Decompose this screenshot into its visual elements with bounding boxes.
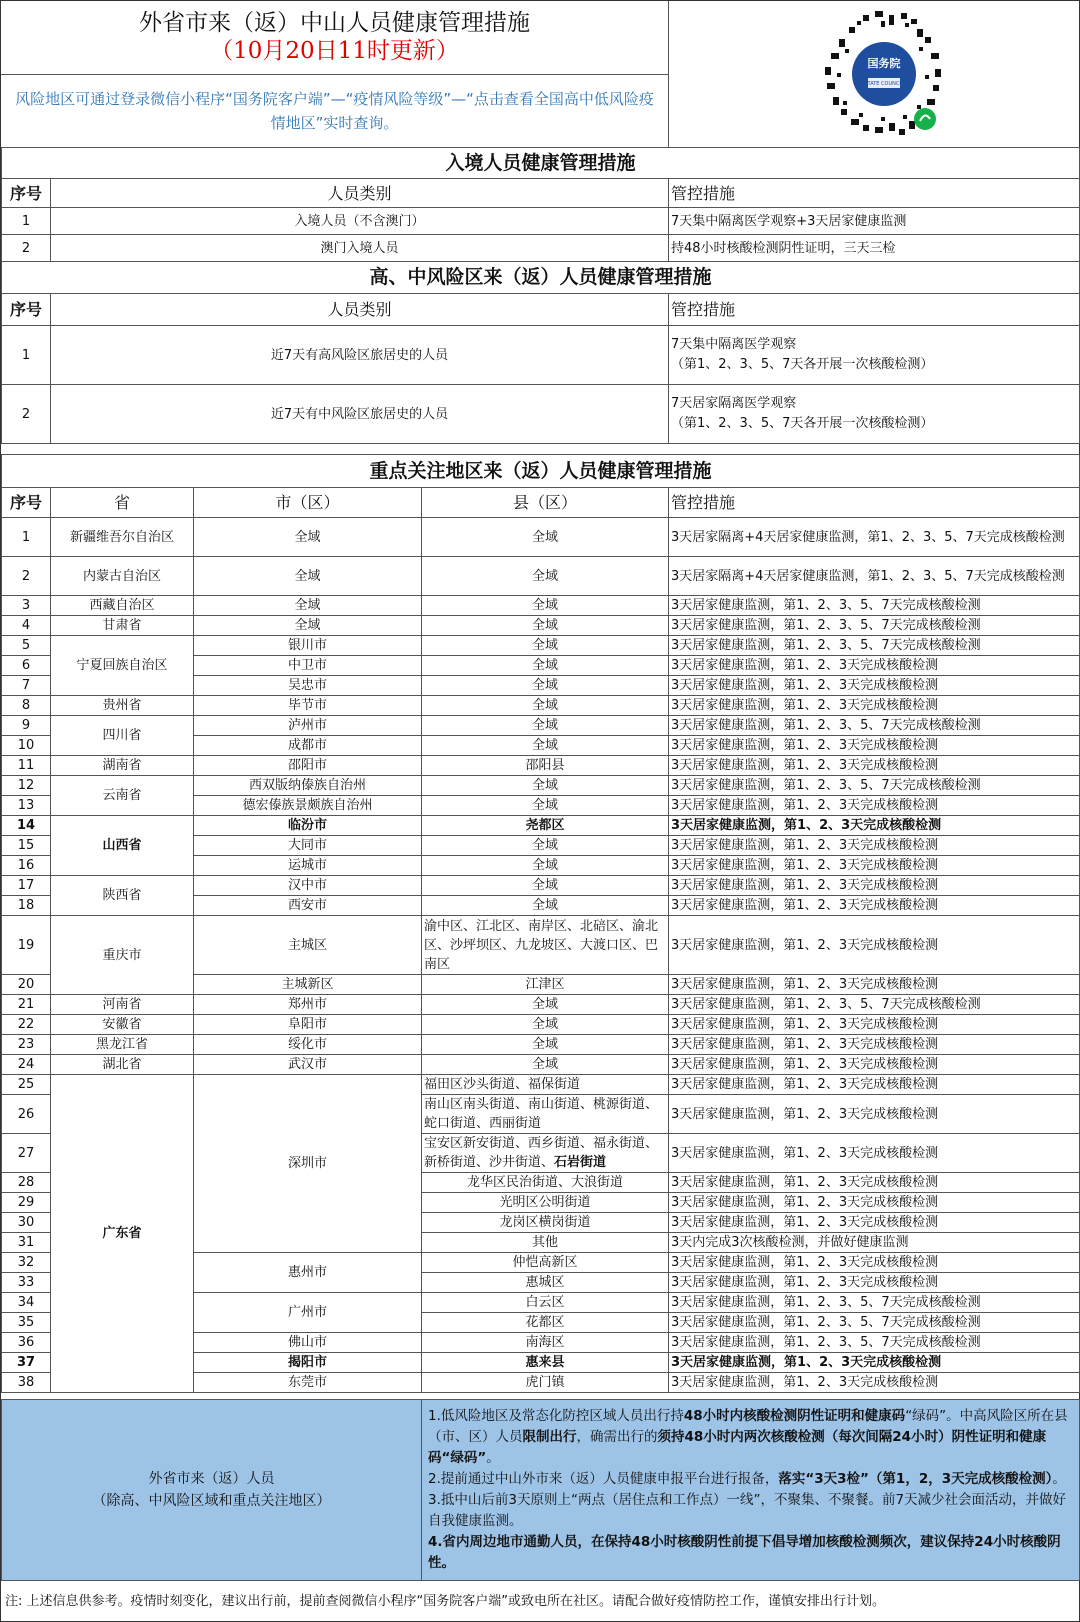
row-city: 郑州市 — [194, 995, 422, 1015]
row-control: 3天居家健康监测，第1、2、3天完成核酸检测 — [669, 856, 1080, 876]
row-no: 15 — [2, 836, 51, 856]
col-type: 人员类别 — [51, 179, 669, 208]
col-no: 序号 — [2, 179, 51, 208]
row-province: 宁夏回族自治区 — [51, 636, 194, 696]
qr-label: 国务院 — [867, 57, 901, 70]
row-city: 深圳市 — [194, 1075, 422, 1253]
table-row — [2, 385, 1080, 444]
col-no: 序号 — [2, 294, 51, 326]
row-city: 中卫市 — [194, 656, 422, 676]
row-county: 全域 — [422, 596, 669, 616]
row-control: 3天居家健康监测，第1、2、3天完成核酸检测 — [669, 1035, 1080, 1055]
row-county: 光明区公明街道 — [422, 1193, 669, 1213]
focus-title: 重点关注地区来（返）人员健康管理措施 — [2, 455, 1080, 488]
row-county: 江津区 — [422, 975, 669, 995]
row-county: 全域 — [422, 896, 669, 916]
table-row — [2, 596, 1080, 616]
row-province: 河南省 — [51, 995, 194, 1015]
row-county: 福田区沙头街道、福保街道 — [422, 1075, 669, 1095]
row-province: 湖南省 — [51, 756, 194, 776]
row-no: 2 — [2, 235, 51, 262]
entry-title: 入境人员健康管理措施 — [2, 148, 1080, 179]
row-no: 9 — [2, 716, 51, 736]
row-type: 澳门入境人员 — [51, 235, 669, 262]
row-control: 3天居家健康监测，第1、2、3天完成核酸检测 — [669, 1253, 1080, 1273]
row-county: 全域 — [422, 796, 669, 816]
row-city: 汉中市 — [194, 876, 422, 896]
row-province: 湖北省 — [51, 1055, 194, 1075]
row-no: 34 — [2, 1293, 51, 1313]
row-city: 惠州市 — [194, 1253, 422, 1293]
row-province: 安徽省 — [51, 1015, 194, 1035]
col-type: 人员类别 — [51, 294, 669, 326]
entry-table — [1, 147, 1080, 262]
row-no: 18 — [2, 896, 51, 916]
row-county: 全域 — [422, 696, 669, 716]
row-control: 3天居家健康监测，第1、2、3天完成核酸检测 — [669, 696, 1080, 716]
row-control-line: 7天居家隔离医学观察 — [671, 396, 797, 411]
row-no: 17 — [2, 876, 51, 896]
row-county: 尧都区 — [422, 816, 669, 836]
row-county: 白云区 — [422, 1293, 669, 1313]
row-county: 惠来县 — [422, 1353, 669, 1373]
row-county: 渝中区、江北区、南岸区、北碚区、渝北区、沙坪坝区、九龙坡区、大渡口区、巴南区 — [422, 916, 669, 975]
measure-4: 4.省内周边地市通勤人员，在保持48小时核酸阴性前提下倡导增加核酸检测频次，建议保持24小时核酸阴性。 — [428, 1534, 1061, 1571]
row-control: 3天居家健康监测，第1、2、3天完成核酸检测 — [669, 1075, 1080, 1095]
row-city: 大同市 — [194, 836, 422, 856]
row-city: 西双版纳傣族自治州 — [194, 776, 422, 796]
col-control: 管控措施 — [669, 294, 1080, 326]
row-city: 全域 — [194, 596, 422, 616]
row-control — [669, 326, 1080, 385]
row-no: 1 — [2, 518, 51, 557]
row-county: 仲恺高新区 — [422, 1253, 669, 1273]
row-city: 邵阳市 — [194, 756, 422, 776]
row-no: 5 — [2, 636, 51, 656]
update-time: （10月20日11时更新） — [210, 38, 459, 64]
row-control: 3天居家健康监测，第1、2、3天完成核酸检测 — [669, 1173, 1080, 1193]
row-county: 全域 — [422, 557, 669, 596]
col-control: 管控措施 — [669, 179, 1080, 208]
other-table — [1, 1399, 1080, 1581]
row-type: 近7天有中风险区旅居史的人员 — [51, 385, 669, 444]
row-control: 3天居家健康监测，第1、2、3天完成核酸检测 — [669, 896, 1080, 916]
row-control: 3天居家健康监测，第1、2、3、5、7天完成核酸检测 — [669, 1333, 1080, 1353]
row-control: 3天居家健康监测，第1、2、3天完成核酸检测 — [669, 876, 1080, 896]
row-control: 3天居家健康监测，第1、2、3天完成核酸检测 — [669, 1213, 1080, 1233]
row-control: 3天居家健康监测，第1、2、3天完成核酸检测 — [669, 1273, 1080, 1293]
row-no: 2 — [2, 385, 51, 444]
table-row — [2, 1055, 1080, 1075]
row-county: 全域 — [422, 776, 669, 796]
row-control: 3天居家健康监测，第1、2、3、5、7天完成核酸检测 — [669, 776, 1080, 796]
row-control-line: （第1、2、3、5、7天各开展一次核酸检测） — [671, 416, 934, 431]
row-city: 主城区 — [194, 916, 422, 975]
row-control: 持48小时核酸检测阴性证明，三天三检 — [669, 235, 1080, 262]
row-county — [422, 1134, 669, 1173]
row-control: 3天居家健康监测，第1、2、3、5、7天完成核酸检测 — [669, 596, 1080, 616]
row-no: 29 — [2, 1193, 51, 1213]
row-county: 全域 — [422, 676, 669, 696]
row-province: 重庆市 — [51, 916, 194, 995]
row-no: 36 — [2, 1333, 51, 1353]
row-province: 广东省 — [51, 1075, 194, 1393]
row-control: 3天居家健康监测，第1、2、3天完成核酸检测 — [669, 816, 1080, 836]
row-no: 38 — [2, 1373, 51, 1393]
row-no: 2 — [2, 557, 51, 596]
row-no: 22 — [2, 1015, 51, 1035]
table-row — [2, 716, 1080, 736]
measure-3: 3.抵中山后前3天原则上“两点（居住点和工作点）一线”，不聚集、不聚餐。前7天减少社会面活动，并做好自我健康监测。 — [428, 1492, 1067, 1529]
other-label-line: 外省市来（返）人员 — [148, 1471, 275, 1487]
qr-code-panel — [669, 1, 1079, 147]
qr-sublabel: STATE COUNCIL — [864, 81, 904, 87]
row-province: 四川省 — [51, 716, 194, 756]
row-county: 南山区南头街道、南山街道、桃源街道、蛇口街道、西丽街道 — [422, 1095, 669, 1134]
row-city: 吴忠市 — [194, 676, 422, 696]
row-county: 全域 — [422, 716, 669, 736]
row-city: 临汾市 — [194, 816, 422, 836]
row-county: 全域 — [422, 1055, 669, 1075]
col-province: 省 — [51, 488, 194, 518]
row-county: 全域 — [422, 836, 669, 856]
col-county: 县（区） — [422, 488, 669, 518]
other-measures — [422, 1400, 1080, 1581]
table-row — [2, 876, 1080, 896]
row-control: 7天集中隔离医学观察+3天居家健康监测 — [669, 208, 1080, 235]
row-county: 全域 — [422, 876, 669, 896]
row-control: 3天居家健康监测，第1、2、3天完成核酸检测 — [669, 676, 1080, 696]
row-no: 6 — [2, 656, 51, 676]
row-control: 3天居家健康监测，第1、2、3、5、7天完成核酸检测 — [669, 616, 1080, 636]
col-no: 序号 — [2, 488, 51, 518]
row-province: 内蒙古自治区 — [51, 557, 194, 596]
row-province: 黑龙江省 — [51, 1035, 194, 1055]
row-no: 11 — [2, 756, 51, 776]
row-no: 32 — [2, 1253, 51, 1273]
risk-query-note: 风险地区可通过登录微信小程序“国务院客户端”—“疫情风险等级”—“点击查看全国高中低风险疫情地区”实时查询。 — [1, 75, 669, 147]
row-control: 3天居家健康监测，第1、2、3天完成核酸检测 — [669, 796, 1080, 816]
row-county: 全域 — [422, 616, 669, 636]
focus-table — [1, 454, 1080, 1393]
row-control: 3天居家健康监测，第1、2、3天完成核酸检测 — [669, 1353, 1080, 1373]
row-province: 陕西省 — [51, 876, 194, 916]
row-city: 全域 — [194, 518, 422, 557]
other-label — [2, 1400, 422, 1581]
row-control: 3天居家隔离+4天居家健康监测，第1、2、3、5、7天完成核酸检测 — [669, 518, 1080, 557]
row-control: 3天居家健康监测，第1、2、3天完成核酸检测 — [669, 736, 1080, 756]
row-county: 龙华区民治街道、大浪街道 — [422, 1173, 669, 1193]
row-county: 龙岗区横岗街道 — [422, 1213, 669, 1233]
other-label-line: （除高、中风险区域和重点关注地区） — [92, 1493, 331, 1509]
table-row — [2, 1015, 1080, 1035]
row-county: 邵阳县 — [422, 756, 669, 776]
table-row — [2, 616, 1080, 636]
row-city: 绥化市 — [194, 1035, 422, 1055]
county-text: 宝安区新安街道、西乡街道、福永街道、新桥街道、沙井街道、 — [424, 1136, 659, 1170]
row-city: 武汉市 — [194, 1055, 422, 1075]
table-row — [2, 636, 1080, 656]
row-province: 甘肃省 — [51, 616, 194, 636]
row-no: 21 — [2, 995, 51, 1015]
row-no: 27 — [2, 1134, 51, 1173]
row-city: 主城新区 — [194, 975, 422, 995]
footer-note: 注: 上述信息供参考。疫情时刻变化，建议出行前，提前查阅微信小程序“国务院客户端”或致电所在社区。请配合做好疫情防控工作，谨慎安排出行计划。 — [1, 1580, 1079, 1621]
row-county: 全域 — [422, 1035, 669, 1055]
row-county: 全域 — [422, 856, 669, 876]
row-city: 银川市 — [194, 636, 422, 656]
table-row — [2, 995, 1080, 1015]
row-no: 26 — [2, 1095, 51, 1134]
row-no: 7 — [2, 676, 51, 696]
row-city: 运城市 — [194, 856, 422, 876]
row-control-line: （第1、2、3、5、7天各开展一次核酸检测） — [671, 357, 934, 372]
row-city: 毕节市 — [194, 696, 422, 716]
row-no: 1 — [2, 326, 51, 385]
table-row — [2, 776, 1080, 796]
row-province: 西藏自治区 — [51, 596, 194, 616]
row-control: 3天居家健康监测，第1、2、3、5、7天完成核酸检测 — [669, 1313, 1080, 1333]
table-row — [2, 816, 1080, 836]
row-control: 3天居家健康监测，第1、2、3天完成核酸检测 — [669, 1095, 1080, 1134]
county-text-bold: 石岩街道 — [554, 1155, 607, 1170]
row-control: 3天居家健康监测，第1、2、3天完成核酸检测 — [669, 916, 1080, 975]
row-no: 30 — [2, 1213, 51, 1233]
row-control: 3天居家健康监测，第1、2、3天完成核酸检测 — [669, 1015, 1080, 1035]
row-no: 19 — [2, 916, 51, 975]
row-control: 3天居家健康监测，第1、2、3、5、7天完成核酸检测 — [669, 995, 1080, 1015]
row-county: 全域 — [422, 995, 669, 1015]
row-control: 3天居家健康监测，第1、2、3天完成核酸检测 — [669, 1055, 1080, 1075]
row-control: 3天居家隔离+4天居家健康监测，第1、2、3、5、7天完成核酸检测 — [669, 557, 1080, 596]
row-city: 广州市 — [194, 1293, 422, 1333]
row-control: 3天居家健康监测，第1、2、3天完成核酸检测 — [669, 975, 1080, 995]
row-no: 25 — [2, 1075, 51, 1095]
row-type: 入境人员（不含澳门） — [51, 208, 669, 235]
row-control: 3天居家健康监测，第1、2、3、5、7天完成核酸检测 — [669, 1293, 1080, 1313]
row-no: 12 — [2, 776, 51, 796]
row-control: 3天居家健康监测，第1、2、3天完成核酸检测 — [669, 1373, 1080, 1393]
row-county: 全域 — [422, 1015, 669, 1035]
table-row — [2, 756, 1080, 776]
row-no: 3 — [2, 596, 51, 616]
table-row — [2, 518, 1080, 557]
row-province: 贵州省 — [51, 696, 194, 716]
row-no: 16 — [2, 856, 51, 876]
row-control: 3天居家健康监测，第1、2、3、5、7天完成核酸检测 — [669, 716, 1080, 736]
page-title: 外省市来（返）中山人员健康管理措施 — [139, 10, 530, 36]
row-city: 揭阳市 — [194, 1353, 422, 1373]
row-city: 全域 — [194, 616, 422, 636]
row-no: 35 — [2, 1313, 51, 1333]
row-county: 其他 — [422, 1233, 669, 1253]
row-no: 13 — [2, 796, 51, 816]
row-city: 全域 — [194, 557, 422, 596]
row-control-line: 7天集中隔离医学观察 — [671, 337, 797, 352]
row-province: 新疆维吾尔自治区 — [51, 518, 194, 557]
row-province: 山西省 — [51, 816, 194, 876]
row-control: 3天居家健康监测，第1、2、3、5、7天完成核酸检测 — [669, 636, 1080, 656]
col-city: 市（区） — [194, 488, 422, 518]
row-type: 近7天有高风险区旅居史的人员 — [51, 326, 669, 385]
row-control: 3天居家健康监测，第1、2、3天完成核酸检测 — [669, 836, 1080, 856]
row-no: 23 — [2, 1035, 51, 1055]
row-city: 阜阳市 — [194, 1015, 422, 1035]
risk-table — [1, 261, 1080, 444]
table-row — [2, 916, 1080, 975]
row-no: 24 — [2, 1055, 51, 1075]
risk-title: 高、中风险区来（返）人员健康管理措施 — [2, 262, 1080, 294]
table-row — [2, 208, 1080, 235]
row-no: 28 — [2, 1173, 51, 1193]
row-county: 南海区 — [422, 1333, 669, 1353]
table-row — [2, 235, 1080, 262]
row-no: 33 — [2, 1273, 51, 1293]
row-control: 3天居家健康监测，第1、2、3天完成核酸检测 — [669, 1134, 1080, 1173]
row-county: 全域 — [422, 736, 669, 756]
row-control: 3天居家健康监测，第1、2、3天完成核酸检测 — [669, 1193, 1080, 1213]
row-no: 31 — [2, 1233, 51, 1253]
row-no: 14 — [2, 816, 51, 836]
row-no: 8 — [2, 696, 51, 716]
row-county: 虎门镇 — [422, 1373, 669, 1393]
row-city: 佛山市 — [194, 1333, 422, 1353]
row-no: 20 — [2, 975, 51, 995]
table-row — [2, 557, 1080, 596]
row-control: 3天居家健康监测，第1、2、3天完成核酸检测 — [669, 656, 1080, 676]
row-city: 成都市 — [194, 736, 422, 756]
row-control — [669, 385, 1080, 444]
table-row — [2, 1035, 1080, 1055]
row-no: 10 — [2, 736, 51, 756]
row-province: 云南省 — [51, 776, 194, 816]
row-city: 东莞市 — [194, 1373, 422, 1393]
qr-code-icon[interactable] — [669, 1, 1079, 147]
measure-1: 1.低风险地区及常态化防控区域人员出行持48小时内核酸检测阴性证明和健康码“绿码”。中高风险区所在县（市、区）人员限制出行，确需出行的须持48小时内两次核酸检测（每次间隔24小时）阴性证明和健康码“绿码”。 — [428, 1408, 1068, 1466]
row-county: 惠城区 — [422, 1273, 669, 1293]
table-row — [2, 1075, 1080, 1095]
row-city: 西安市 — [194, 896, 422, 916]
row-no: 37 — [2, 1353, 51, 1373]
row-county: 花都区 — [422, 1313, 669, 1333]
row-no: 1 — [2, 208, 51, 235]
row-city: 德宏傣族景颇族自治州 — [194, 796, 422, 816]
row-county: 全域 — [422, 636, 669, 656]
row-city: 泸州市 — [194, 716, 422, 736]
row-county: 全域 — [422, 518, 669, 557]
table-row — [2, 326, 1080, 385]
col-control: 管控措施 — [669, 488, 1080, 518]
measure-2: 2.提前通过中山外市来（返）人员健康申报平台进行报备，落实“3天3检”（第1，2，3天完成核酸检测）。 — [428, 1471, 1066, 1487]
row-control: 3天内完成3次核酸检测，并做好健康监测 — [669, 1233, 1080, 1253]
row-no: 4 — [2, 616, 51, 636]
row-county: 全域 — [422, 656, 669, 676]
table-row — [2, 696, 1080, 716]
title-block — [1, 1, 669, 75]
row-control: 3天居家健康监测，第1、2、3天完成核酸检测 — [669, 756, 1080, 776]
